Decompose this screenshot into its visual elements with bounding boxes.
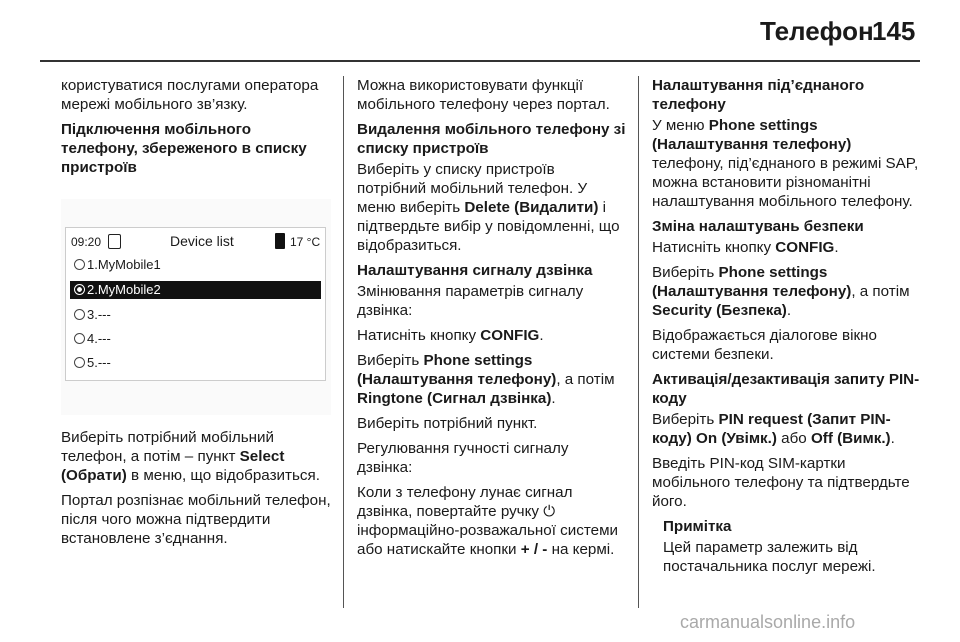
section-heading: Налаштування під’єднаного телефону xyxy=(652,77,865,113)
paragraph: Натисніть кнопку CONFIG. xyxy=(652,239,839,256)
header-title: Телефон xyxy=(760,16,874,46)
section-heading: Видалення мобільного телефону зі списку пристроїв xyxy=(357,121,626,157)
note-text: Цей параметр залежить від постачальника послуг мережі. xyxy=(663,539,876,575)
paragraph: Змінювання параметрів сигналу дзвінка: xyxy=(357,283,584,319)
paragraph: Введіть PIN-код SIM-картки мобільного телефону та підтвердьте його. xyxy=(652,455,910,510)
radio-icon xyxy=(74,333,85,344)
device-list-item: 3.--- xyxy=(70,306,321,324)
screen-time: 09:20 xyxy=(71,235,102,249)
note-title: Примітка xyxy=(663,518,732,535)
device-list-item-selected: 2.MyMobile2 xyxy=(70,281,321,299)
note-box xyxy=(663,517,924,576)
radio-selected-icon xyxy=(74,284,85,295)
column-1-lower xyxy=(61,428,331,554)
section-heading: Зміна налаштувань безпеки xyxy=(652,218,864,235)
section-heading: Активація/дезактивація запиту PIN-коду xyxy=(652,371,920,407)
column-2 xyxy=(357,76,627,565)
header-rule xyxy=(40,60,920,62)
paragraph: Виберіть PIN request (Запит PIN-коду) On (Увімк.) або Off (Вимк.). xyxy=(652,411,895,447)
power-knob-icon: ⏻ xyxy=(543,503,556,520)
column-3 xyxy=(652,76,924,582)
watermark: carmanualsonline.info xyxy=(680,612,856,632)
page-header xyxy=(0,0,960,60)
column-divider xyxy=(638,76,639,608)
screen-temperature: 17 °C xyxy=(290,235,321,249)
device-list-item: 1.MyMobile1 xyxy=(70,256,321,274)
radio-icon xyxy=(74,357,85,368)
paragraph: Відображається діалогове вікно системи безпеки. xyxy=(652,327,877,363)
paragraph: Виберіть у списку пристроїв потрібний мобільний телефон. У меню виберіть Delete (Видалити) і підтвердьте вибір у повідомленні, що відобразиться. xyxy=(357,161,620,254)
phone-battery-icon xyxy=(275,233,285,249)
page-number: 145 xyxy=(872,16,916,46)
paragraph: користуватися послугами оператора мережі мобільного зв’язку. xyxy=(61,77,319,113)
device-list-screenshot xyxy=(61,199,331,415)
paragraph: Натисніть кнопку CONFIG. xyxy=(357,327,544,344)
screen-status-bar xyxy=(66,228,325,254)
paragraph: Коли з телефону лунає сигнал дзвінка, повертайте ручку ⏻ інформаційно-розважальної системи або натискайте кнопки + / - на кермі. xyxy=(357,484,618,558)
device-list-item: 5.--- xyxy=(70,354,321,372)
paragraph: Можна використовувати функції мобільного телефону через портал. xyxy=(357,77,610,113)
section-heading: Налаштування сигналу дзвінка xyxy=(357,262,593,279)
device-list-screen xyxy=(65,227,326,381)
screen-title: Device list xyxy=(170,233,234,249)
paragraph: Портал розпізнає мобільний телефон, після чого можна підтвердити встановлене з’єднання. xyxy=(61,492,331,547)
column-1 xyxy=(61,76,331,179)
column-divider xyxy=(343,76,344,608)
device-list-item: 4.--- xyxy=(70,330,321,348)
paragraph: У меню Phone settings (Налаштування телефону) телефону, під’єднаного в режимі SAP, можна встановити різноманітні налаштування мобільного телефону. xyxy=(652,117,919,210)
paragraph: Виберіть потрібний пункт. xyxy=(357,415,538,432)
radio-icon xyxy=(74,309,85,320)
radio-icon xyxy=(74,259,85,270)
paragraph: Виберіть Phone settings (Налаштування телефону), а потім Ringtone (Сигнал дзвінка). xyxy=(357,352,615,407)
section-heading: Підключення мобільного телефону, збереженого в списку пристроїв xyxy=(61,121,307,176)
paragraph: Регулювання гучності сигналу дзвінка: xyxy=(357,440,569,476)
paragraph: Виберіть потрібний мобільний телефон, а потім – пункт Select (Обрати) в меню, що відобразиться. xyxy=(61,429,320,484)
phone-icon xyxy=(108,234,121,249)
paragraph: Виберіть Phone settings (Налаштування телефону), а потім Security (Безпека). xyxy=(652,264,910,319)
